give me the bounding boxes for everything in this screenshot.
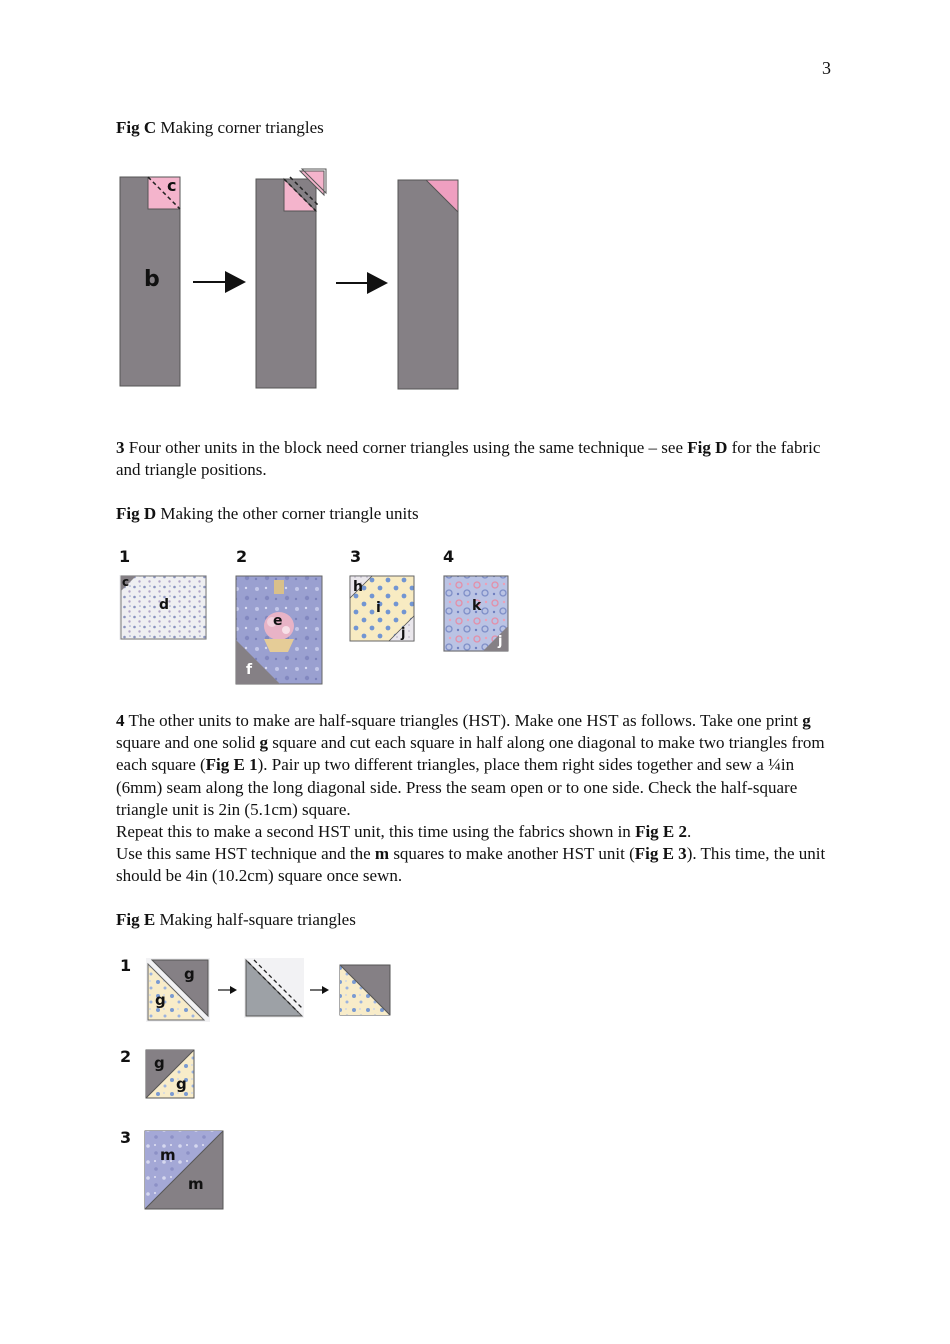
step-4-m: m xyxy=(374,844,390,864)
step-4-text-9: ). This time, the unit should be 4in (10.2cm) square once sewn. xyxy=(116,844,826,886)
unit-1-letter-c: c xyxy=(122,575,130,589)
step-4-ref-3: Fig E 3 xyxy=(634,844,687,864)
letter-c: c xyxy=(167,176,177,195)
step-4-text-7: Use this same HST technique and the xyxy=(116,844,371,864)
row-1-number: 1 xyxy=(120,956,132,975)
row-2-number: 2 xyxy=(120,1047,132,1066)
arrow-head xyxy=(230,986,237,994)
step-3-ref: Fig D xyxy=(687,438,728,457)
unit-4-letter-j: j xyxy=(498,634,503,649)
row-2-letter-solid: g xyxy=(154,1054,165,1072)
fig-c-caption-text: Making corner triangles xyxy=(160,118,324,137)
step-4-text-5: Repeat this to make a second HST unit, this time using the fabrics shown in xyxy=(116,822,631,842)
step-3-text-a: Four other units in the block need corner triangles using the same technique – see xyxy=(128,438,683,457)
row-3-letter-solid: m xyxy=(188,1175,204,1193)
step-4-paragraph xyxy=(116,710,836,888)
step-3-paragraph xyxy=(116,437,836,481)
fig-d-label: Fig D xyxy=(116,504,157,523)
row-1-letter-solid: g xyxy=(184,965,195,983)
step-4-number: 4 xyxy=(116,711,125,730)
row-2-letter-print: g xyxy=(176,1075,187,1093)
fig-e-caption xyxy=(116,909,356,931)
step-4-ref-1: Fig E 1 xyxy=(205,755,258,775)
unit-3-letter-j: j xyxy=(401,626,406,641)
fig-e-label: Fig E xyxy=(116,910,156,929)
step-3-number: 3 xyxy=(116,438,125,457)
fig-d-diagram xyxy=(112,544,522,692)
step-4-g-solid: g xyxy=(259,733,269,753)
step-4-text-2: square and one solid xyxy=(116,733,256,753)
unit-3-number: 3 xyxy=(350,547,362,566)
fig-c-diagram xyxy=(110,165,470,395)
arrow-head xyxy=(322,986,329,994)
unit-3-letter-h: h xyxy=(353,579,363,595)
fig-e-caption-text: Making half-square triangles xyxy=(159,910,356,929)
row-3-number: 3 xyxy=(120,1128,132,1147)
unit-2-number: 2 xyxy=(236,547,248,566)
arrow-head xyxy=(367,272,388,294)
row-1-letter-print: g xyxy=(155,991,166,1009)
unit-1-letter-d: d xyxy=(159,597,170,613)
unit-4-number: 4 xyxy=(443,547,455,566)
step-3-text-b: for the fabric and triangle positions. xyxy=(116,438,821,480)
step-4-text-1: The other units to make are half-square triangles (HST). Make one HST as follows. Take one print xyxy=(128,711,798,730)
fig-e-diagram xyxy=(112,950,412,1220)
step-4-ref-2: Fig E 2 xyxy=(635,822,688,842)
arrow-head xyxy=(225,271,246,293)
fig-c-caption xyxy=(116,117,324,139)
fig-d-caption-text: Making the other corner triangle units xyxy=(160,504,419,523)
fig-d-caption xyxy=(116,503,419,525)
strip-finished xyxy=(398,180,458,389)
unit-2-letter-f: f xyxy=(246,662,253,678)
letter-b: b xyxy=(144,267,160,292)
unit-4-letter-k: k xyxy=(472,598,482,614)
step-4-text-8: squares to make another HST unit ( xyxy=(393,844,635,864)
step-4-text-3: square and cut each square in half along one diagonal to make two triangles from each square ( xyxy=(116,733,825,775)
unit-2-letter-e: e xyxy=(273,613,283,629)
unit-1-number: 1 xyxy=(119,547,131,566)
step-4-text-6: . xyxy=(687,822,692,842)
fig-c-label: Fig C xyxy=(116,118,157,137)
unit-3-letter-i: i xyxy=(376,600,381,616)
step-4-g-print: g xyxy=(802,711,811,730)
page-number: 3 xyxy=(822,58,831,78)
row-3-letter-print: m xyxy=(160,1146,176,1164)
step-4-text-4: ). Pair up two different triangles, place them right sides together and sew a ¼in (6mm) seam along the long diagonal side. Press the seam open or to one side. Check the half-square triangle unit is 2in (5.1cm) square. xyxy=(116,755,798,819)
